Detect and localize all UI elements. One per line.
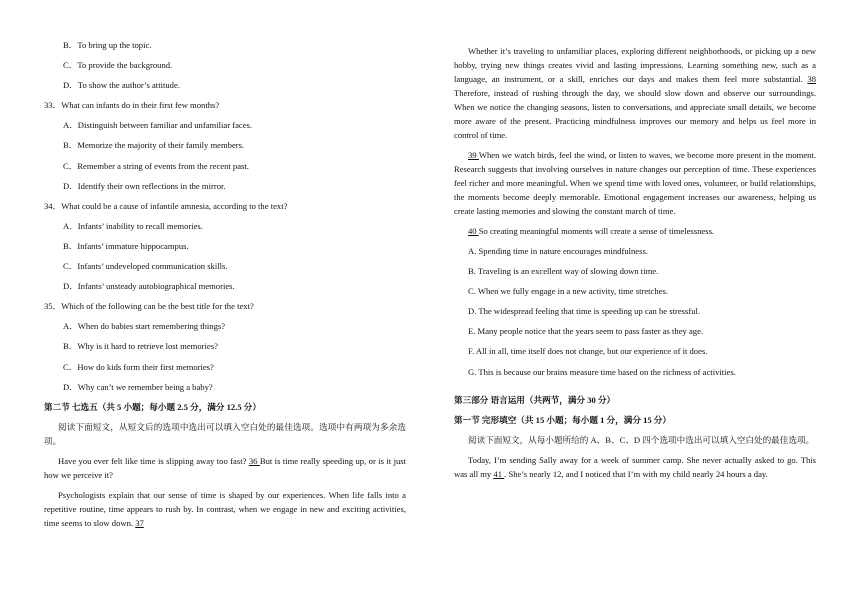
q35-option-c: C．How do kids form their first memories? bbox=[63, 361, 214, 372]
q34-stem: 34．What could be a cause of infantile amnesia, according to the text? bbox=[44, 200, 288, 211]
q35-stem: 35．Which of the following can be the best title for the text? bbox=[44, 301, 254, 312]
q34-option-a: A．Infants’ inability to recall memories. bbox=[63, 220, 203, 231]
q33-option-b: B．Memorize the majority of their family members. bbox=[63, 140, 245, 151]
blank-40: 40 bbox=[468, 226, 479, 236]
p3-text-before: Whether it’s traveling to unfamiliar places, exploring different neighborhoods, or picking up a new hobby, trying new things creates vivid and lasting impressions. Learning something new, such as a language, an instrument, or a skill, enriches our days and makes them feel more substantial. bbox=[454, 46, 816, 84]
right-column bbox=[454, 44, 816, 481]
q33-option-c: C．Remember a string of events from the recent past. bbox=[63, 160, 249, 171]
passage-paragraph-2 bbox=[44, 488, 406, 530]
p1-text-after: But is time really speeding up, or is it just how we perceive it? bbox=[44, 455, 406, 480]
p6-text-after: . She’s nearly 12, and I noticed that I’m with my child nearly 24 hours a day. bbox=[504, 468, 768, 479]
part3-heading: 第三部分 语言运用（共两节，满分 30 分） bbox=[454, 394, 616, 405]
choice-option-f: F. All in all, time itself does not change, but our experience of it does. bbox=[468, 346, 708, 357]
q35-option-a: A．When do babies start remembering things? bbox=[63, 321, 226, 332]
section1-heading: 第一节 完形填空（共 15 小题；每小题 1 分，满分 15 分） bbox=[454, 414, 671, 425]
p6-text-before: Today, I’m sending Sally away for a week of summer camp. She never actually asked to go. This was all my bbox=[454, 454, 816, 479]
q35-option-d: D．Why can’t we remember being a baby? bbox=[63, 381, 213, 392]
blank-39: 39 bbox=[468, 150, 479, 160]
choice-option-a: A. Spending time in nature encourages mindfulness. bbox=[468, 246, 648, 256]
q34-option-b: B．Infants’ immature hippocampus. bbox=[63, 240, 189, 251]
q33-option-d: D．Identify their own reflections in the mirror. bbox=[63, 180, 226, 191]
choice-option-b: B. Traveling is an excellent way of slowing down time. bbox=[468, 266, 659, 277]
blank-41: 41 bbox=[493, 468, 505, 479]
q32-option-c: C．To provide the background. bbox=[63, 60, 173, 71]
q32-option-d: D．To show the author’s attitude. bbox=[63, 80, 180, 91]
choice-option-e: E. Many people notice that the years seem to pass faster as they age. bbox=[468, 326, 704, 337]
passage-paragraph-5 bbox=[454, 224, 816, 238]
section2-instructions: 阅读下面短文，从短文后的选项中选出可以填入空白处的最佳选项。选项中有两项为多余选项。 bbox=[44, 421, 406, 446]
blank-38: 38 bbox=[807, 74, 817, 84]
q35-option-b: B．Why is it hard to retrieve lost memories? bbox=[63, 341, 218, 352]
section1-instructions: 阅读下面短文，从每小题所给的 A、B、C、D 四个选项中选出可以填入空白处的最佳选项。 bbox=[468, 434, 815, 445]
choice-option-g: G. This is because our brains measure time based on the richness of activities. bbox=[468, 366, 736, 377]
section2-heading: 第二节 七选五（共 5 小题；每小题 2.5 分，满分 12.5 分） bbox=[44, 401, 261, 412]
choice-option-d: D. The widespread feeling that time is speeding up can be stressful. bbox=[468, 306, 701, 317]
q33-option-a: A．Distinguish between familiar and unfamiliar faces. bbox=[63, 120, 253, 131]
q33-stem: 33．What can infants do in their first few months? bbox=[44, 100, 220, 111]
passage-paragraph-6 bbox=[454, 453, 816, 481]
q34-option-d: D．Infants’ unsteady autobiographical memories. bbox=[63, 281, 235, 292]
passage-paragraph-1 bbox=[44, 454, 406, 482]
blank-37: 37 bbox=[135, 517, 144, 528]
p3-text-after: Therefore, instead of rushing through the day, we should slow down and observe our surroundings. When we notice the changing seasons, listen to conversations, and appreciate small details, we become more aware of the present. Practicing mindfulness improves our memory and helps us feel more in control of time. bbox=[454, 88, 816, 140]
choice-option-c: C. When we fully engage in a new activity, time stretches. bbox=[468, 286, 668, 297]
p2-text-before: Psychologists explain that our sense of time is shaped by our experiences. When life falls into a repetitive routine, time appears to rush by. In contrast, when we engage in new and exciting activities, time seems to slow down. bbox=[44, 489, 406, 528]
left-column bbox=[44, 38, 406, 530]
p4-text-after: When we watch birds, feel the wind, or listen to waves, we become more present in the moment. Research suggests that involving ourselves in nature changes our perception of time. These experiences feel richer and more meaningful. When we spend time with loved ones, volunteer, or build relationships, the moments become deeply memorable. Emotional engagement increases our awareness, helping us create lasting memories and slowing the constant march of time. bbox=[454, 150, 816, 216]
passage-paragraph-4 bbox=[454, 148, 816, 218]
q32-option-b: B．To bring up the topic. bbox=[63, 40, 152, 50]
blank-36: 36 bbox=[248, 455, 260, 466]
p1-text-before: Have you ever felt like time is slipping away too fast? bbox=[58, 455, 247, 466]
q34-option-c: C．Infants’ undeveloped communication skills. bbox=[63, 261, 228, 272]
p5-text-after: So creating meaningful moments will create a sense of timelessness. bbox=[478, 226, 715, 236]
passage-paragraph-3 bbox=[454, 44, 816, 142]
